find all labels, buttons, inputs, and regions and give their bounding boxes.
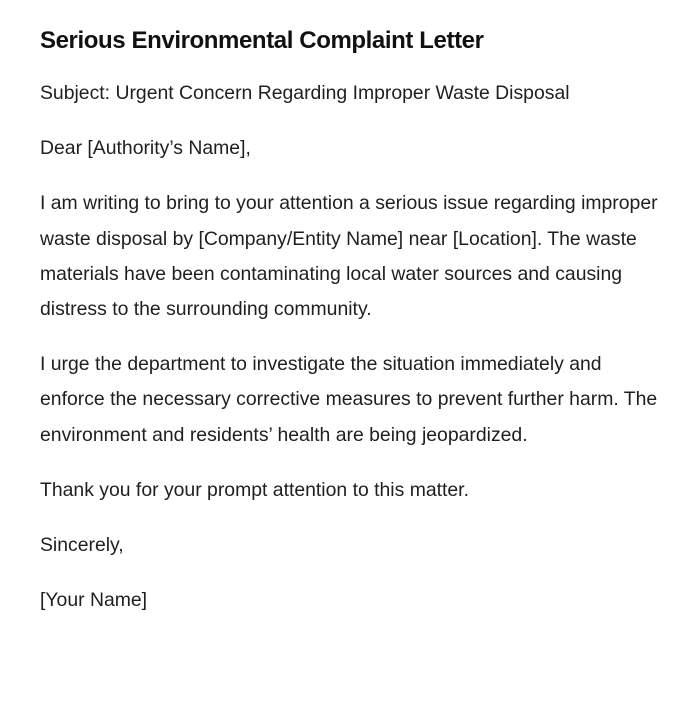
letter-body-paragraph-3: Thank you for your prompt attention to this matter. bbox=[40, 478, 469, 501]
letter-body-paragraph-1: I am writing to bring to your attention a serious issue regarding improper waste disposal by [Company/Entity Name] near [Location]. The waste materials have been contaminating local water sources and causing distress to the surrounding community. bbox=[40, 192, 658, 321]
letter-subject: Subject: Urgent Concern Regarding Improper Waste Disposal bbox=[40, 82, 570, 104]
letter-salutation: Dear [Authority’s Name], bbox=[40, 137, 251, 160]
letter-body-paragraph-2: I urge the department to investigate the situation immediately and enforce the necessary corrective measures to prevent further harm. The environment and residents’ health are being jeopardized. bbox=[40, 353, 658, 446]
letter-title: Serious Environmental Complaint Letter bbox=[40, 27, 484, 54]
letter-signature: [Your Name] bbox=[40, 589, 148, 612]
letter-closing: Sincerely, bbox=[40, 534, 124, 557]
